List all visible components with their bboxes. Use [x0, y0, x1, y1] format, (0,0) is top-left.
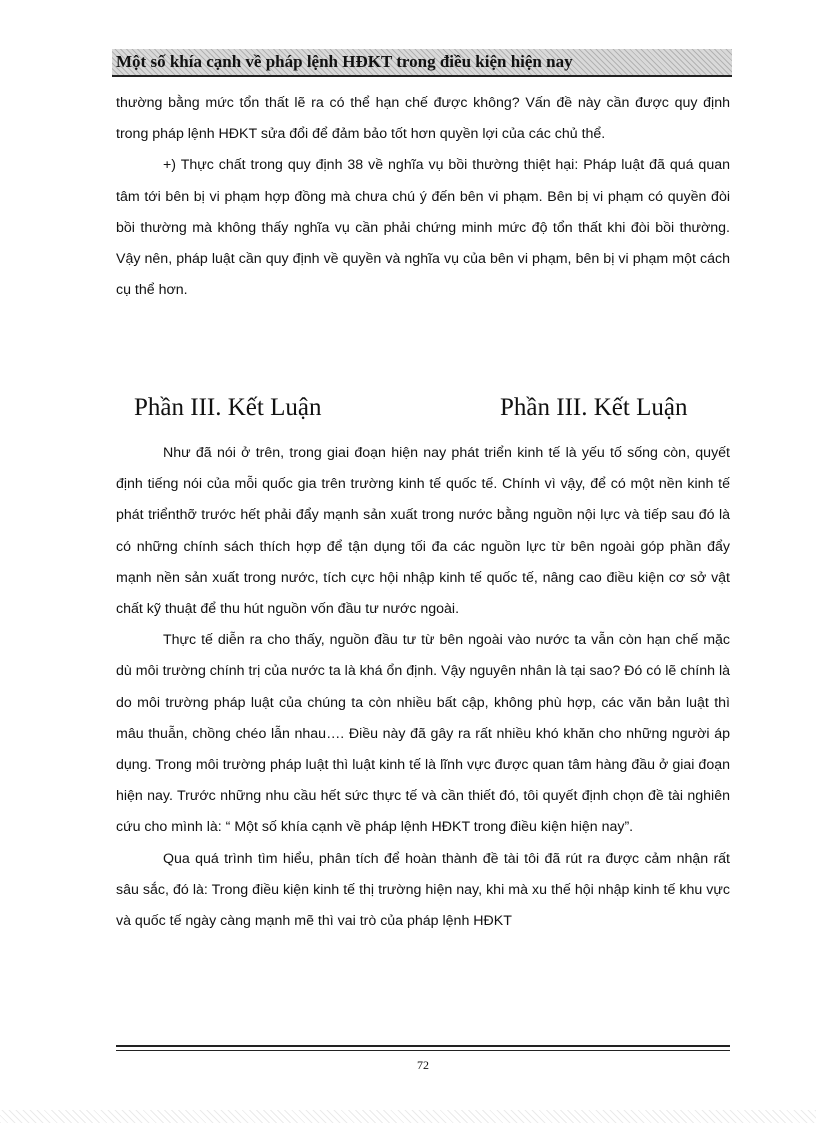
paragraph: +) Thực chất trong quy định 38 về nghĩa vụ bồi thường thiệt hại: Pháp luật đã quá quan tâm tới bên bị vi phạm hợp đồng mà chưa chú ý đến bên vi phạm. Bên bị vi phạm có quyền đòi bồi thường mà không thấy nghĩa vụ cần phải chứng minh mức độ tổn thất khi đòi bồi thường. Vậy nên, pháp luật cần quy định về quyền và nghĩa vụ của bên vi phạm, bên bị vi phạm một cách cụ thể hơn.: [116, 157, 730, 299]
page-number: 72: [417, 1058, 429, 1072]
paragraph: Thực tế diễn ra cho thấy, nguồn đầu tư từ bên ngoài vào nước ta vẫn còn hạn chế mặc dù môi trường chính trị của nước ta là khá ổn định. Vậy nguyên nhân là tại sao? Đó có lẽ chính là do môi trường pháp luật của chúng ta còn nhiều bất cập, không phù hợp, các văn bản luật thì mâu thuẫn, chồng chéo lẫn nhau…. Điều này đã gây ra rất nhiều khó khăn cho những người áp dụng. Trong môi trường pháp luật thì luật kinh tế là lĩnh vực được quan tâm hàng đầu ở giai đoạn hiện nay. Trước những nhu cầu hết sức thực tế và cần thiết đó, tôi quyết định chọn đề tài nghiên cứu cho mình là: “ Một số khía cạnh về pháp lệnh HĐKT trong điều kiện hiện nay”.: [116, 632, 730, 836]
footer-rule-thin: [116, 1050, 730, 1051]
section-heading: Phần III. Kết Luận: [134, 394, 322, 421]
running-header: [112, 49, 732, 77]
header-title: Một số khía cạnh về pháp lệnh HĐKT trong điều kiện hiện nay: [116, 52, 573, 71]
section-heading-duplicate: Phần III. Kết Luận: [500, 394, 688, 421]
main-text-block: [116, 438, 730, 937]
paragraph: Qua quá trình tìm hiểu, phân tích để hoàn thành đề tài tôi đã rút ra được cảm nhận rất sâu sắc, đó là: Trong điều kiện kinh tế thị trường hiện nay, khi mà xu thế hội nhập kinh tế khu vực và quốc tế ngày càng mạnh mẽ thì vai trò của pháp lệnh HĐKT: [116, 850, 730, 930]
footer-rule: [116, 1045, 730, 1047]
bottom-decor-band: [0, 1110, 816, 1123]
paragraph: Như đã nói ở trên, trong giai đoạn hiện nay phát triển kinh tế là yếu tố sống còn, quyết định tiếng nói của mỗi quốc gia trên trường kinh tế quốc tế. Chính vì vậy, để có một nền kinh tế phát triểnthỡ trước hết phải đẩy mạnh sản xuất trong nước bằng nguồn nội lực và tiếp sau đó là có những chính sách thích hợp để tận dụng tối đa các nguồn lực từ bên ngoài góp phần đẩy mạnh nền sản xuất trong nước, tích cực hội nhập kinh tế quốc tế, nâng cao điều kiện cơ sở vật chất kỹ thuật để thu hút nguồn vốn đầu tư nước ngoài.: [116, 445, 730, 618]
paragraph-continuation: thường bằng mức tổn thất lẽ ra có thể hạn chế được không? Vấn đề này cần được quy định trong pháp lệnh HĐKT sửa đổi để đảm bảo tốt hơn quyền lợi của các chủ thể.: [116, 95, 730, 143]
top-text-block: [116, 88, 730, 306]
